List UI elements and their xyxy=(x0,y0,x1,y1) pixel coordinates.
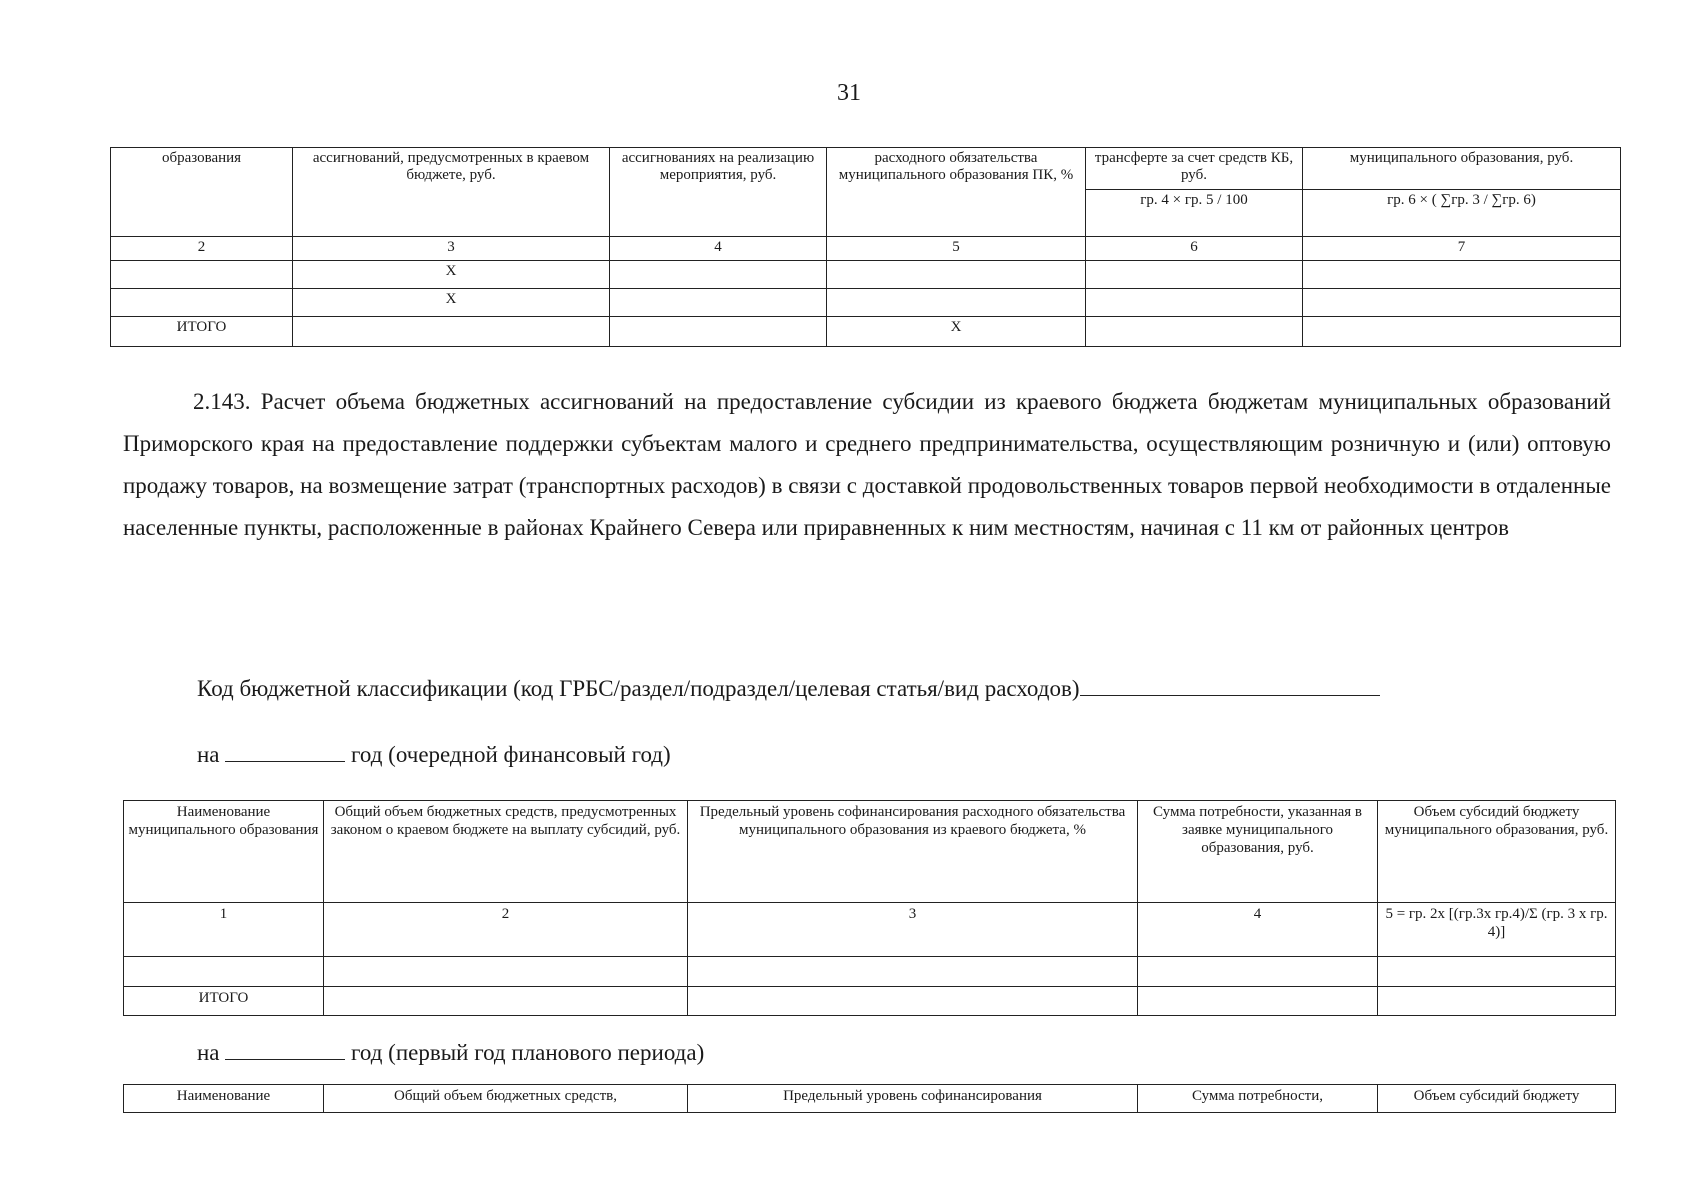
budget-code-blank[interactable] xyxy=(1080,677,1380,696)
header-cofinancing-level: Предельный уровень софинансирования расходного обязательства муниципального образования из краевого бюджета, % xyxy=(688,801,1138,903)
table-row xyxy=(111,261,1621,289)
formula-col-6: гр. 4 × гр. 5 / 100 xyxy=(1086,190,1303,237)
header-col-6: трансферте за счет средств КБ, руб. xyxy=(1086,148,1303,190)
header-col-2: образования xyxy=(111,148,293,237)
page-number: 31 xyxy=(837,80,861,106)
table-row xyxy=(111,289,1621,317)
x-mark: X xyxy=(293,289,610,317)
formula-cell: 5 = гр. 2х [(гр.3х гр.4)/Σ (гр. 3 х гр. 4)] xyxy=(1378,903,1616,957)
table-row-total xyxy=(111,317,1621,347)
total-label: ИТОГО xyxy=(124,987,324,1016)
number-cell: 4 xyxy=(610,237,827,261)
table-row-total xyxy=(124,987,1616,1016)
header-total-budget: Общий объем бюджетных средств, xyxy=(324,1085,688,1113)
header-name: Наименование муниципального образования xyxy=(124,801,324,903)
year1-line xyxy=(197,742,671,768)
table-mid xyxy=(123,800,1616,1016)
header-total-budget: Общий объем бюджетных средств, предусмотренных законом о краевом бюджете на выплату субсидий, руб. xyxy=(324,801,688,903)
header-subsidy-volume: Объем субсидий бюджету xyxy=(1378,1085,1616,1113)
year1-suffix: год (очередной финансовый год) xyxy=(351,742,671,767)
x-mark: X xyxy=(293,261,610,289)
formula-col-7: гр. 6 × ( ∑гр. 3 / ∑гр. 6) xyxy=(1303,190,1621,237)
header-name: Наименование xyxy=(124,1085,324,1113)
number-cell: 2 xyxy=(111,237,293,261)
budget-code-line xyxy=(197,676,1380,702)
number-cell: 1 xyxy=(124,903,324,957)
header-col-5: расходного обязательства муниципального образования ПК, % xyxy=(827,148,1086,237)
number-cell: 6 xyxy=(1086,237,1303,261)
header-subsidy-volume: Объем субсидий бюджету муниципального образования, руб. xyxy=(1378,801,1616,903)
year2-suffix: год (первый год планового периода) xyxy=(351,1040,705,1065)
header-col-3: ассигнований, предусмотренных в краевом бюджете, руб. xyxy=(293,148,610,237)
total-label: ИТОГО xyxy=(111,317,293,347)
header-cofinancing-level: Предельный уровень софинансирования xyxy=(688,1085,1138,1113)
number-cell: 4 xyxy=(1138,903,1378,957)
table-row-numbers xyxy=(124,903,1616,957)
number-cell: 7 xyxy=(1303,237,1621,261)
header-need-amount: Сумма потребности, xyxy=(1138,1085,1378,1113)
year1-blank[interactable] xyxy=(225,743,345,762)
year1-prefix: на xyxy=(197,742,220,767)
year2-blank[interactable] xyxy=(225,1041,345,1060)
header-col-7: муниципального образования, руб. xyxy=(1303,148,1621,190)
table-top xyxy=(110,147,1621,347)
header-need-amount: Сумма потребности, указанная в заявке муниципального образования, руб. xyxy=(1138,801,1378,903)
header-col-4: ассигнованиях на реализацию мероприятия, руб. xyxy=(610,148,827,237)
table-bottom xyxy=(123,1084,1616,1113)
year2-line xyxy=(197,1040,704,1066)
budget-code-label: Код бюджетной классификации (код ГРБС/раздел/подраздел/целевая статья/вид расходов) xyxy=(197,676,1080,701)
number-cell: 3 xyxy=(688,903,1138,957)
x-mark: X xyxy=(827,317,1086,347)
number-cell: 2 xyxy=(324,903,688,957)
table-row xyxy=(124,957,1616,987)
number-cell: 3 xyxy=(293,237,610,261)
year2-prefix: на xyxy=(197,1040,220,1065)
section-text: 2.143. Расчет объема бюджетных ассигнований на предоставление субсидии из краевого бюджета бюджетам муниципальных образований Приморского края на предоставление поддержки субъектам малого и среднего предпринимательства, осуществляющим розничную и (или) оптовую продажу товаров, на возмещение затрат (транспортных расходов) в связи с доставкой продовольственных товаров первой необходимости в отдаленные населенные пункты, расположенные в районах Крайнего Севера или приравненных к ним местностям, начиная с 11 км от районных центров xyxy=(123,389,1611,540)
number-cell: 5 xyxy=(827,237,1086,261)
table-row-numbers xyxy=(111,237,1621,261)
section-paragraph xyxy=(123,381,1611,549)
